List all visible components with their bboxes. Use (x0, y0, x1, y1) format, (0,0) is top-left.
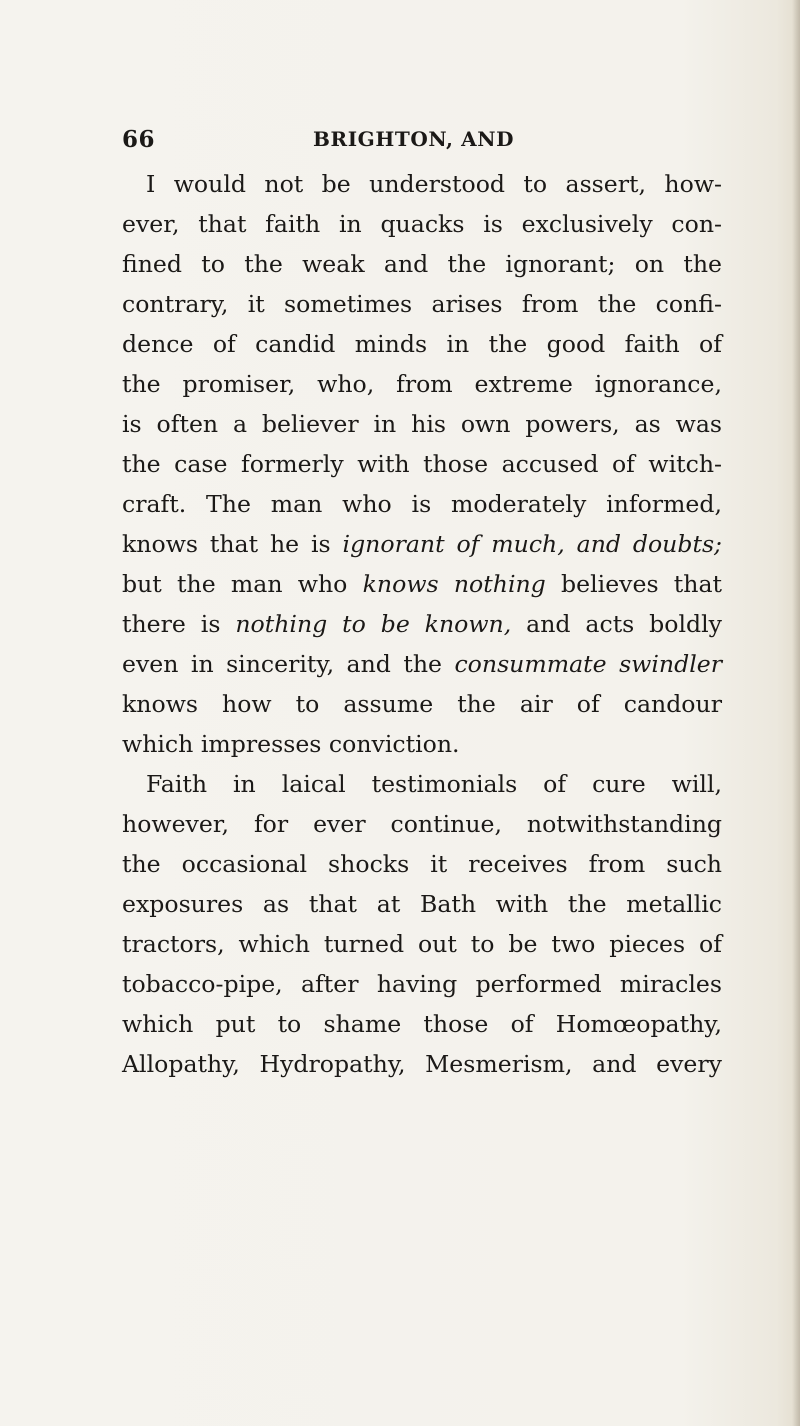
running-header (122, 126, 712, 152)
body-text (122, 164, 722, 1084)
italic-phrase: knows nothing (362, 570, 546, 598)
text-span: and acts boldly (526, 610, 722, 638)
text-line (122, 564, 722, 604)
text-line: the occasional shocks it receives from such (122, 850, 722, 878)
text-line: tobacco-pipe, after having performed miracles (122, 970, 722, 998)
text-line: dence of candid minds in the good faith of (122, 330, 722, 358)
text-span: even in sincerity, and the (122, 650, 442, 678)
text-line: is often a believer in his own powers, as was (122, 410, 722, 438)
text-line: which put to shame those of Homœopathy, (122, 1010, 722, 1038)
text-line: Faith in laical testimonials of cure will, (146, 770, 722, 798)
text-span: knows that he is (122, 530, 331, 558)
page-number: 66 (122, 126, 156, 153)
text-line: the case formerly with those accused of witch- (122, 450, 722, 478)
text-line: exposures as that at Bath with the metallic (122, 890, 722, 918)
text-line: however, for ever continue, notwithstanding (122, 810, 722, 838)
text-line (122, 644, 722, 684)
text-line: which impresses conviction. (122, 730, 460, 758)
running-title: BRIGHTON, AND (313, 127, 515, 151)
page-edge-shadow (792, 0, 800, 1426)
italic-phrase: ignorant of much, and doubts; (342, 530, 723, 558)
text-span: there is (122, 610, 221, 638)
text-line: craft. The man who is moderately informed, (122, 490, 722, 518)
text-span: believes that (561, 570, 723, 598)
italic-phrase: nothing to be known, (235, 610, 512, 638)
text-line: Allopathy, Hydropathy, Mesmerism, and every (122, 1050, 722, 1078)
text-line: tractors, which turned out to be two pieces of (122, 930, 722, 958)
text-line (122, 604, 722, 644)
text-line: knows how to assume the air of candour (122, 690, 722, 718)
text-line: I would not be understood to assert, how- (146, 170, 722, 198)
text-line: fined to the weak and the ignorant; on the (122, 250, 722, 278)
text-line: ever, that faith in quacks is exclusively con- (122, 210, 722, 238)
text-line: contrary, it sometimes arises from the confi- (122, 290, 722, 318)
text-line (122, 524, 722, 564)
italic-phrase: consummate swindler (454, 650, 723, 678)
text-span: but the man who (122, 570, 348, 598)
text-line: the promiser, who, from extreme ignorance, (122, 370, 722, 398)
